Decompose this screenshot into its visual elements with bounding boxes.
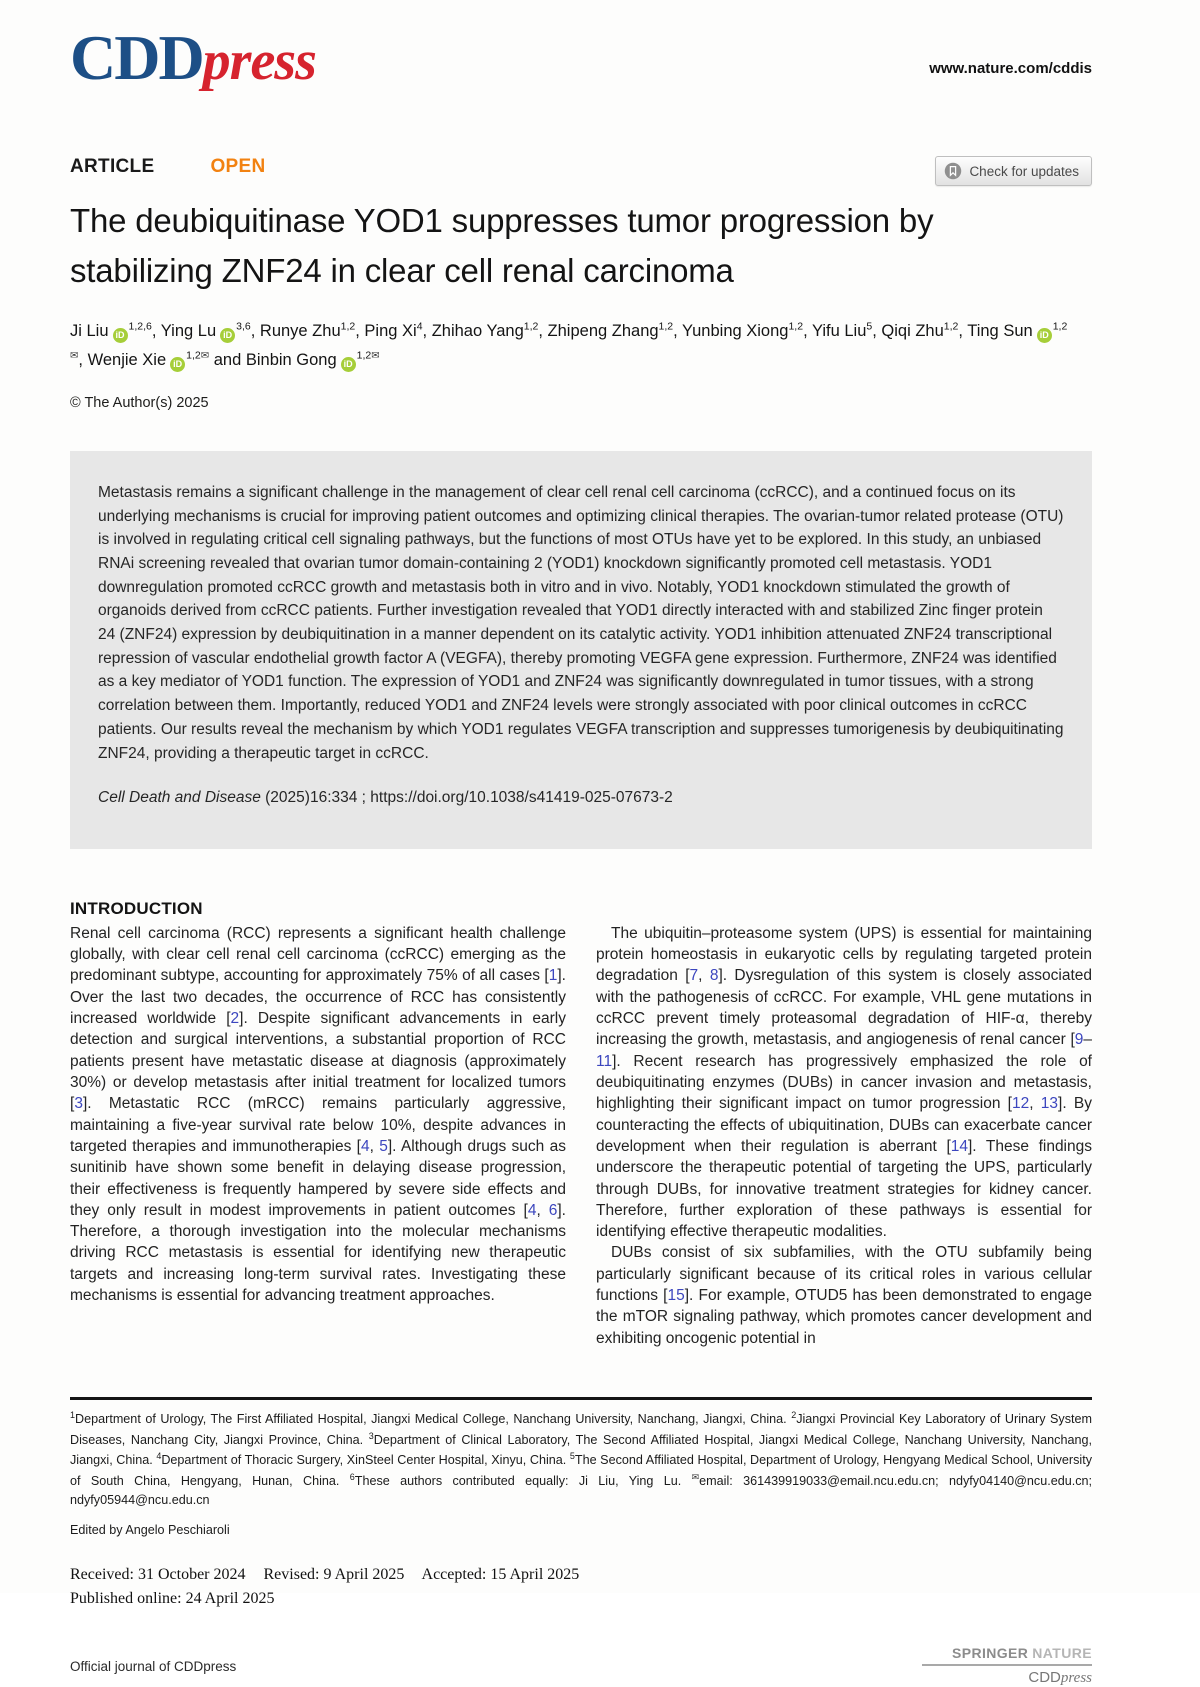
author-affiliation-sup: 1,2 <box>658 320 674 333</box>
received-date: 31 October 2024 <box>137 1566 246 1584</box>
citation-line <box>98 789 1064 807</box>
orcid-icon[interactable]: iD <box>220 328 235 343</box>
author-affiliation-sup: 4 <box>416 320 423 333</box>
author-affiliation-sup: 1,2 <box>186 349 201 362</box>
author-name: Zhihao Yang <box>431 322 524 341</box>
citation-ref[interactable]: 3 <box>74 1095 83 1113</box>
author-name: Yifu Liu <box>811 322 867 341</box>
author-affiliation-sup: 1,2 <box>523 320 539 333</box>
affiliation-sup: 4 <box>156 1451 162 1462</box>
published-date: 24 April 2025 <box>185 1590 275 1608</box>
email-icon[interactable]: ✉ <box>70 350 79 362</box>
citation-ref[interactable]: 12 <box>1011 1095 1030 1113</box>
footer-cdd-text: CDD <box>1028 1669 1061 1687</box>
page-header <box>70 22 1092 112</box>
author-affiliation-sup: 3,6 <box>236 320 251 333</box>
page-footer <box>70 1645 1092 1687</box>
author-affiliation-sup: 1,2 <box>340 320 356 333</box>
citation-ref[interactable]: 15 <box>667 1287 685 1305</box>
introduction-heading: INTRODUCTION <box>70 898 203 918</box>
edited-by-line: Edited by Angelo Peschiaroli <box>70 1523 230 1538</box>
received-label: Received: <box>70 1566 134 1584</box>
revised-label: Revised: <box>263 1566 320 1584</box>
official-journal-text: Official journal of CDDpress <box>70 1659 237 1675</box>
citation-ref[interactable]: 5 <box>379 1137 388 1155</box>
author-name: Binbin Gong <box>245 350 337 369</box>
citation-ref[interactable]: 4 <box>527 1201 537 1219</box>
copyright-line: © The Author(s) 2025 <box>70 394 209 411</box>
author-affiliation-sup: 1,2 <box>943 320 959 333</box>
author-affiliation-sup: 1,2 <box>788 320 804 333</box>
orcid-icon[interactable]: iD <box>1037 328 1052 343</box>
published-label: Published online: <box>70 1590 182 1608</box>
accepted-label: Accepted: <box>421 1566 487 1584</box>
orcid-icon[interactable]: iD <box>113 328 128 343</box>
citation-ref[interactable]: 9 <box>1074 1031 1084 1049</box>
footer-press-text: press <box>1060 1670 1092 1687</box>
citation-ref[interactable]: 14 <box>950 1137 968 1155</box>
email-icon[interactable]: ✉ <box>371 350 380 362</box>
open-access-label: OPEN <box>210 156 266 177</box>
email-icon[interactable]: ✉ <box>200 350 210 362</box>
affiliation-sup: 5 <box>569 1451 575 1462</box>
introduction-section <box>70 899 1092 1349</box>
orcid-icon[interactable]: iD <box>341 357 356 372</box>
affiliation-sup: 3 <box>368 1430 374 1441</box>
citation-ref[interactable]: 13 <box>1040 1095 1059 1113</box>
article-title: The deubiquitinase YOD1 suppresses tumor progression by stabilizing ZNF24 in clear cell renal carcinoma <box>70 202 934 289</box>
affiliation-sup: 1 <box>70 1410 76 1421</box>
article-type-label: ARTICLE <box>70 156 155 177</box>
author-name: Zhipeng Zhang <box>547 322 659 341</box>
intro-right-column <box>596 923 1092 1349</box>
author-name: Ying Lu <box>160 322 217 341</box>
author-name: Ping Xi <box>364 322 417 341</box>
author-name: Qiqi Zhu <box>881 322 944 341</box>
author-name: Runye Zhu <box>259 322 341 341</box>
logo-divider-line <box>922 1664 1092 1666</box>
journal-url[interactable]: www.nature.com/cddis <box>929 60 1092 77</box>
affiliations-text: $^1$Department of Urology, The First Affiliated Hospital, Jiangxi Medical College, Nanchang University, Nanchang, Jiangxi, China. $^2$Jiangxi Provincial Key Laboratory of Urinary System Diseases, Nanchang City, Jiangxi Province, China. $^3$Department of Clinical Laboratory, The Second Affiliated Hospital, Jiangxi Medical College, Nanchang University, Nanchang, Jiangxi, China. $^4$Department of Thoracic Surgery, XinSteel Center Hospital, Xinyu, China. $^5$The Second Affiliated Hospital, Department of Urology, Hengyang Medical School, University of South China, Hengyang, Hunan, China. $^6$These authors contributed equally: Ji Liu, Ying Lu. ✉email: 361439919033@email.ncu.edu.cn; ndyfy04140@ncu.edu.cn; ndyfy05944@ncu.edu.cn <box>70 1410 1093 1508</box>
intro-paragraph: The ubiquitin–proteasome system (UPS) is essential for maintaining protein homeostasis in eukaryotic cells by regulating targeted protein degradation [7, 8]. Dysregulation of this system is closely associated with the pathogenesis of ccRCC. For example, VHL gene mutations in ccRCC prevent timely proteasomal degradation of HIF-α, thereby increasing the growth, metastasis, and angiogenesis of renal cancer [9–11]. Recent research has progressively emphasized the role of deubiquitinating enzymes (DUBs) in cancer invasion and metastasis, highlighting their significant impact on tumor progression [12, 13]. By counteracting the effects of ubiquitination, DUBs can exacerbate cancer development when their regulation is aberrant [14]. These findings underscore the therapeutic potential of targeting the UPS, particularly through DUBs, for innovative treatment strategies for kidney cancer. Therefore, further exploration of these pathways is essential for identifying effective therapeutic modalities. <box>596 924 1092 1241</box>
citation-ref[interactable]: 6 <box>548 1201 558 1219</box>
email-icon: ✉ <box>691 1471 700 1482</box>
corresponding-emails[interactable]: 361439919033@email.ncu.edu.cn; ndyfy04140@ncu.edu.cn; ndyfy05944@ncu.edu.cn <box>70 1473 1093 1508</box>
author-name: Wenjie Xie <box>87 350 167 369</box>
nature-text: NATURE <box>1032 1645 1092 1662</box>
citation-ref[interactable]: 1 <box>548 967 558 985</box>
revised-date: 9 April 2025 <box>323 1566 405 1584</box>
crossmark-icon <box>944 162 962 180</box>
author-name: Yunbing Xiong <box>682 322 789 341</box>
affiliation-sup: 6 <box>349 1471 355 1482</box>
check-for-updates-label: Check for updates <box>969 163 1079 179</box>
springer-text: SPRINGER <box>951 1645 1029 1662</box>
article-meta-row <box>70 156 1092 186</box>
logo-cdd-text: CDD <box>70 22 203 93</box>
journal-name: Cell Death and Disease <box>98 789 261 807</box>
citation-ref[interactable]: 4 <box>360 1137 370 1155</box>
affiliation-sup: 2 <box>791 1410 797 1421</box>
abstract-text: Metastasis remains a significant challenge in the management of clear cell renal cell carcinoma (ccRCC), and a continued focus on its underlying mechanisms is crucial for improving patient outcomes and optimizing clinical therapies. The ovarian-tumor related protease (OTU) is involved in regulating critical cell signaling pathways, but the functions of most OTUs have yet to be explored. In this study, an unbiased RNAi screening revealed that ovarian tumor domain-containing 2 (YOD1) knockdown significantly promoted cell metastasis. YOD1 downregulation promoted ccRCC growth and metastasis both in vitro and in vivo. Notably, YOD1 knockdown stimulated the growth of organoids derived from ccRCC patients. Further investigation revealed that YOD1 directly interacted with and stabilized Zinc finger protein 24 (ZNF24) expression by deubiquitination in a manner dependent on its catalytic activity. YOD1 inhibition attenuated ZNF24 transcriptional repression of vascular endothelial growth factor A (VEGFA), thereby promoting VEGFA gene expression. Furthermore, ZNF24 was identified as a key mediator of YOD1 function. The expression of YOD1 and ZNF24 was significantly downregulated in tumor tissues, with a strong correlation between them. Importantly, reduced YOD1 and ZNF24 levels were strongly associated with poor clinical outcomes in ccRCC patients. Our results reveal the mechanism by which YOD1 regulates VEGFA transcription and suppresses tumorigenesis by deubiquitinating ZNF24, providing a therapeutic target in ccRCC. <box>98 483 1064 762</box>
author-affiliation-sup: 1,2,6 <box>128 320 152 333</box>
doi-link[interactable]: https://doi.org/10.1038/s41419-025-07673-2 <box>370 789 673 807</box>
intro-left-column <box>70 923 566 1349</box>
abstract-box <box>70 451 1092 849</box>
cddpress-logo <box>70 22 316 93</box>
accepted-date: 15 April 2025 <box>490 1566 580 1584</box>
footnote-divider <box>70 1397 1092 1400</box>
orcid-icon[interactable]: iD <box>170 357 185 372</box>
author-name: Ji Liu <box>70 322 109 341</box>
intro-paragraph: Renal cell carcinoma (RCC) represents a significant health challenge globally, with clear cell renal cell carcinoma (ccRCC) emerging as the predominant subtype, accounting for approximately 75% of all cases [1]. Over the last two decades, the occurrence of RCC has consistently increased worldwide [2]. Despite significant advancements in early detection and surgical interventions, a substantial proportion of RCC patients present have metastatic disease at diagnosis (approximately 30%) or develop metastasis after initial treatment for localized tumors [3]. Metastatic RCC (mRCC) remains particularly aggressive, maintaining a five-year survival rate below 10%, despite advances in targeted therapies and immunotherapies [4, 5]. Although drugs such as sunitinib have shown some benefit in delaying disease progression, their effectiveness is frequently hampered by severe side effects and they only result in modest improvements in patient outcomes [4, 6]. Therefore, a thorough investigation into the molecular mechanisms driving RCC metastasis is essential for identifying new therapeutic targets and increasing long-term survival rates. Investigating these mechanisms is essential for advancing treatment approaches. <box>70 924 566 1305</box>
citation-ref[interactable]: 11 <box>596 1052 613 1070</box>
citation-ref[interactable]: 7 <box>689 967 699 985</box>
citation-ref[interactable]: 2 <box>230 1010 240 1028</box>
author-list: Ji Liu iD$^{1,2,6}$, Ying Lu iD$^{3,6}$, Runye Zhu$^{1,2}$, Ping Xi$^4$, Zhihao Yang$^{1,2}$, Zhipeng Zhang$^{1,2}$, Yunbing Xiong$^{1,2}$, Yifu Liu$^5$, Qiqi Zhu$^{1,2}$, Ting Sun $iD^{1,2✉}$, Wenjie Xie $iD^{1,2✉}$ and Binbin Gong $iD^{1,2✉}$ <box>70 317 1080 375</box>
citation-volume: (2025)16:334 ; <box>260 789 371 807</box>
author-affiliation-sup: 1,2 <box>1052 320 1068 333</box>
intro-paragraph: DUBs consist of six subfamilies, with the OTU subfamily being particularly significant because of its critical roles in various cellular functions [15]. For example, OTUD5 has been demonstrated to engage the mTOR signaling pathway, which promotes cancer development and exhibiting oncogenic potential in <box>596 1244 1092 1347</box>
logo-press-text: press <box>202 30 316 92</box>
check-for-updates-button[interactable] <box>935 156 1092 186</box>
history-dates <box>70 1563 1092 1611</box>
citation-ref[interactable]: 8 <box>709 967 719 985</box>
springer-nature-logo <box>922 1645 1092 1687</box>
author-affiliation-sup: 1,2 <box>356 349 372 362</box>
author-name: Ting Sun <box>967 322 1033 341</box>
author-affiliation-sup: 5 <box>866 320 873 333</box>
